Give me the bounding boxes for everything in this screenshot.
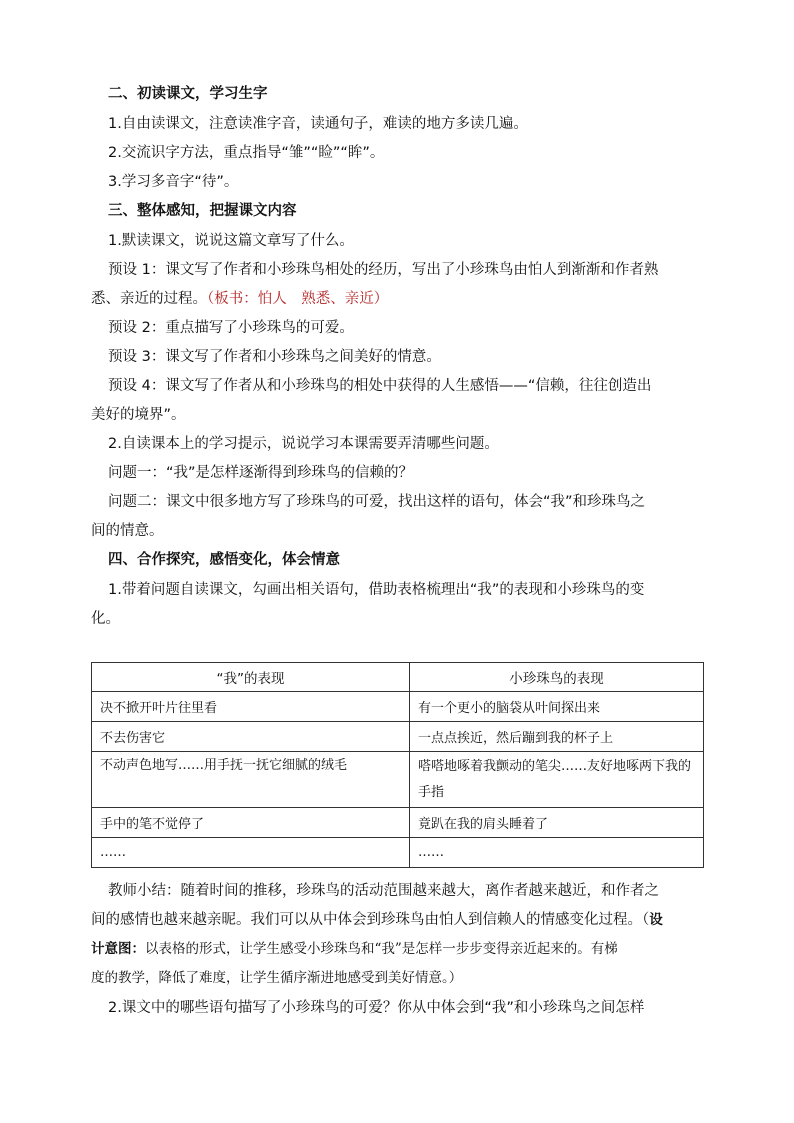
table-header-row [92, 663, 704, 692]
preset-2-line: 预设 2：重点描写了小珍珠鸟的可爱。 [108, 320, 354, 336]
section-heading-4: 四、合作探究，感悟变化，体会情意 [108, 552, 340, 568]
column-header-bird: 小珍珠鸟的表现 [410, 663, 704, 692]
table-cell: 不去伤害它 [92, 722, 410, 752]
table-cell: 竟趴在我的肩头睡着了 [410, 808, 704, 838]
board-note: （板书：怕人 熟悉、亲近） [207, 291, 389, 307]
table-row [92, 722, 704, 752]
table-row [92, 752, 704, 808]
table-cell: …… [92, 838, 410, 868]
preset-1-text: 悉、亲近的过程。 [91, 291, 207, 307]
problem-1-line: 问题一：“我”是怎样逐渐得到珍珠鸟的信赖的？ [108, 465, 414, 481]
design-intent-continuation: 度的教学，降低了难度，让学生循序渐进地感受到美好情意。） [91, 970, 463, 986]
column-header-me: “我”的表现 [92, 663, 410, 692]
paragraph-line: 1.带着问题自读课文，勾画出相关语句，借助表格梳理出“我”的表现和小珍珠鸟的变 [108, 582, 645, 598]
design-text: 以表格的形式，让学生感受小珍珠鸟和“我”是怎样一步步变得亲近起来的。有梯 [145, 941, 618, 957]
table-row [92, 808, 704, 838]
table-cell: 决不掀开叶片往里看 [92, 692, 410, 722]
design-label-start: 设 [649, 912, 663, 928]
problem-2-line: 问题二：课文中很多地方写了珍珠鸟的可爱，找出这样的语句，体会“我”和珍珠鸟之 [108, 494, 646, 510]
paragraph-line: 2.交流识字方法，重点指导“雏”“睑”“眸”。 [108, 145, 385, 161]
preset-4-line: 预设 4：课文写了作者从和小珍珠鸟的相处中获得的人生感悟——“信赖，往往创造出 [108, 378, 652, 394]
problem-2-continuation: 间的情意。 [91, 523, 164, 539]
preset-3-line: 预设 3：课文写了作者和小珍珠鸟之间美好的情意。 [108, 349, 441, 365]
teacher-summary-continuation [91, 910, 663, 930]
preset-1-continuation [91, 289, 388, 309]
section-heading-2: 二、初读课文，学习生字 [108, 86, 268, 102]
paragraph-line: 3.学习多音字“待”。 [108, 174, 239, 190]
preset-4-continuation: 美好的境界”。 [91, 407, 186, 423]
teacher-summary-line: 教师小结：随着时间的推移，珍珠鸟的活动范围越来越大，离作者越来越近，和作者之 [108, 883, 659, 899]
table-row [92, 692, 704, 722]
paragraph-line: 2.自读课本上的学习提示，说说学习本课需要弄清哪些问题。 [108, 436, 499, 452]
design-intent-line [91, 939, 618, 959]
paragraph-line: 2.课文中的哪些语句描写了小珍珠鸟的可爱？你从中体会到“我”和小珍珠鸟之间怎样 [108, 1000, 645, 1016]
table-cell: 一点点挨近，然后蹦到我的杯子上 [410, 722, 704, 752]
table-row [92, 838, 704, 868]
comparison-table [91, 662, 704, 868]
table-cell: …… [410, 838, 704, 868]
paragraph-line: 1.默读课文，说说这篇文章写了什么。 [108, 233, 354, 249]
section-heading-3: 三、整体感知，把握课文内容 [108, 203, 297, 219]
design-label: 计意图： [91, 941, 145, 957]
summary-text: 间的感情也越来越亲昵。我们可以从中体会到珍珠鸟由怕人到信赖人的情感变化过程。（ [91, 912, 650, 928]
preset-1-line: 预设 1：课文写了作者和小珍珠鸟相处的经历，写出了小珍珠鸟由怕人到渐渐和作者熟 [108, 262, 659, 278]
table-cell: 嗒嗒地啄着我颤动的笔尖……友好地啄两下我的手指 [410, 752, 704, 808]
paragraph-continuation: 化。 [91, 611, 120, 627]
table-cell: 手中的笔不觉停了 [92, 808, 410, 838]
table-cell: 有一个更小的脑袋从叶间探出来 [410, 692, 704, 722]
paragraph-line: 1.自由读课文，注意读准字音，读通句子，难读的地方多读几遍。 [108, 116, 528, 132]
table-cell: 不动声色地写……用手抚一抚它细腻的绒毛 [92, 752, 410, 808]
